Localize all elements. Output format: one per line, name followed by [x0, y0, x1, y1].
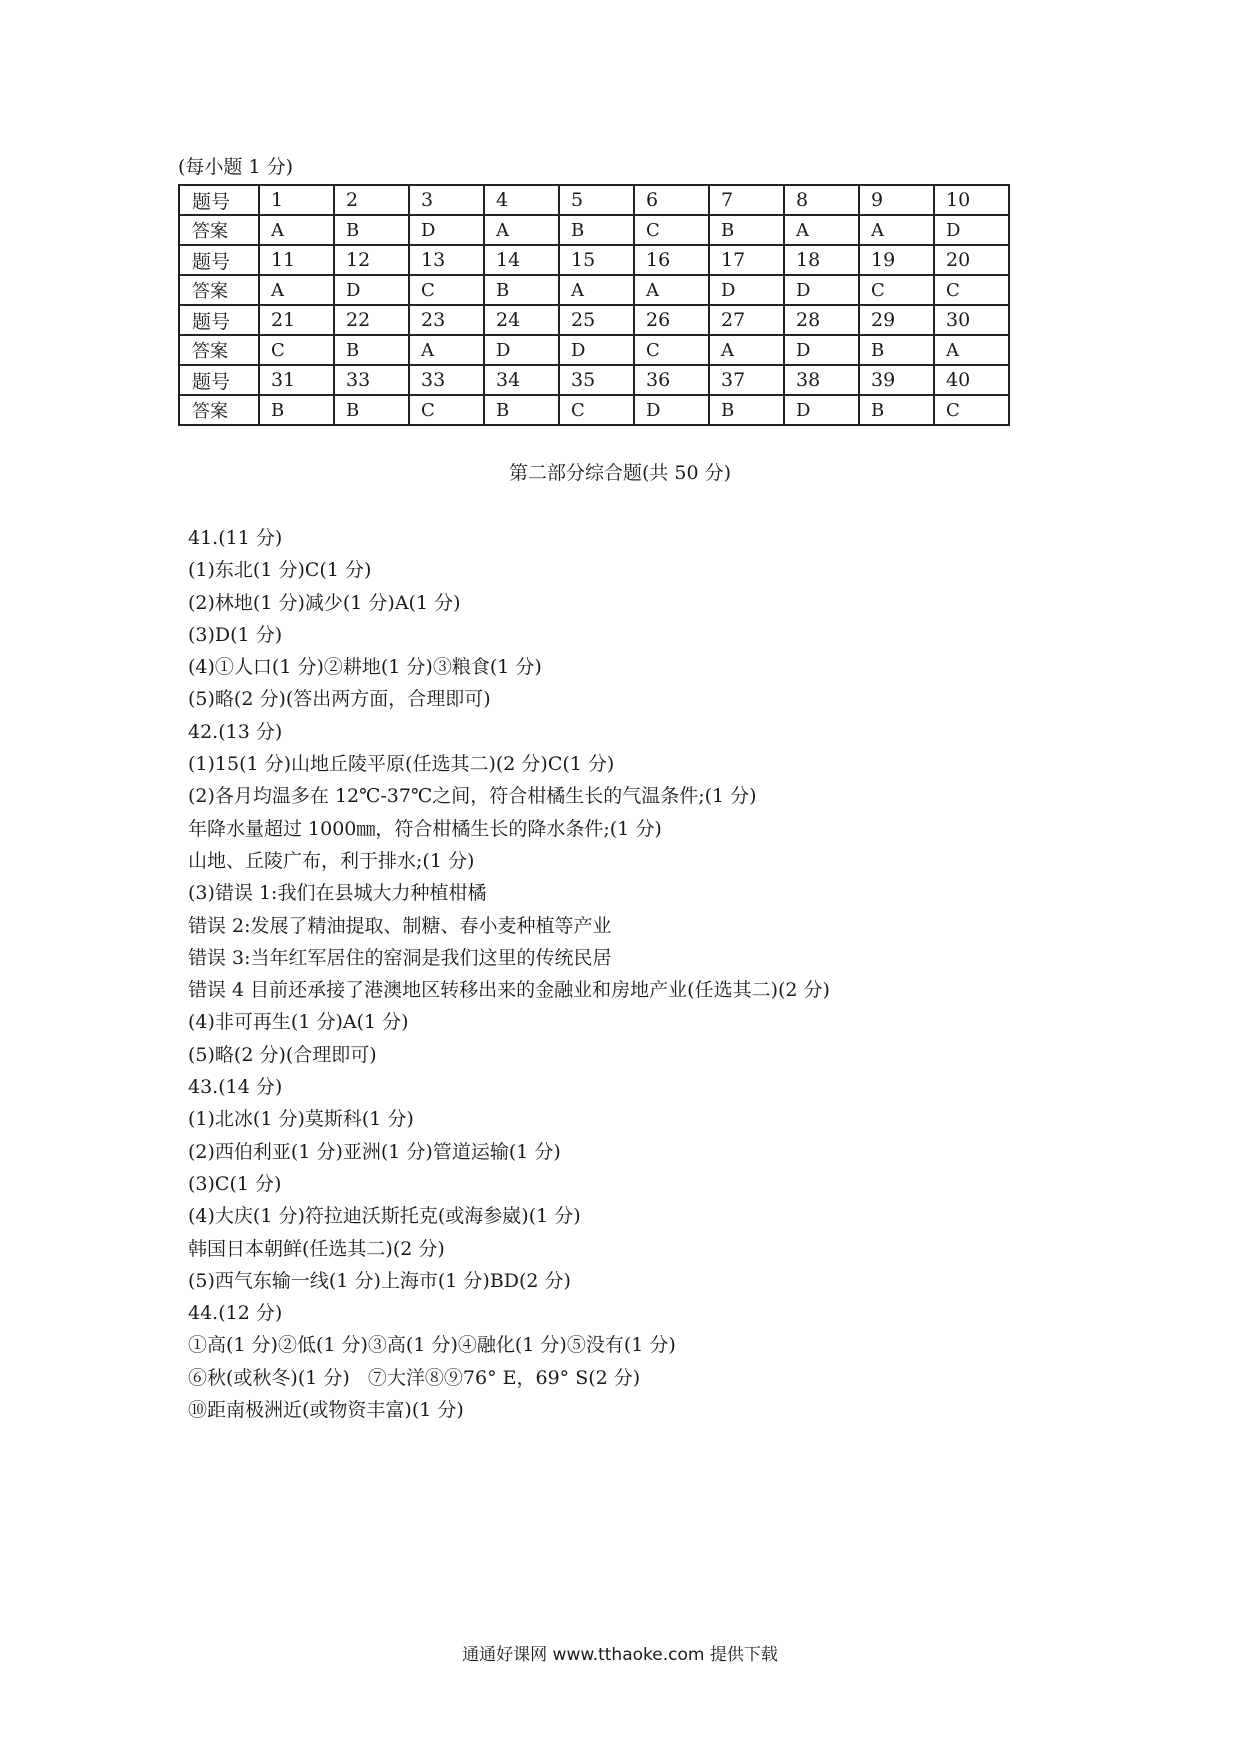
table-cell: 1 — [259, 185, 334, 215]
table-cell: D — [934, 215, 1009, 245]
table-row — [179, 275, 1009, 305]
table-cell: A — [559, 275, 634, 305]
answer-line: (2)各月均温多在 12℃-37℃之间，符合柑橘生长的气温条件;(1 分) — [188, 785, 757, 808]
answer-line: 韩国日本朝鲜(任选其二)(2 分) — [188, 1237, 445, 1260]
answer-line: (4)大庆(1 分)符拉迪沃斯托克(或海参崴)(1 分) — [188, 1205, 581, 1228]
table-cell: 27 — [709, 305, 784, 335]
row-header: 题号 — [179, 245, 259, 275]
scoring-note: (每小题 1 分) — [178, 156, 293, 178]
table-cell: 37 — [709, 365, 784, 395]
table-cell: B — [859, 335, 934, 365]
answer-line: (2)林地(1 分)减少(1 分)A(1 分) — [188, 591, 461, 614]
answer-line: 44.(12 分) — [188, 1302, 283, 1325]
table-cell: 35 — [559, 365, 634, 395]
table-cell: C — [934, 275, 1009, 305]
table-cell: 21 — [259, 305, 334, 335]
table-cell: B — [334, 215, 409, 245]
table-row — [179, 245, 1009, 275]
answer-line: (1)北冰(1 分)莫斯科(1 分) — [188, 1108, 414, 1131]
table-cell: 5 — [559, 185, 634, 215]
answer-line: ①高(1 分)②低(1 分)③高(1 分)④融化(1 分)⑤没有(1 分) — [188, 1334, 676, 1357]
table-cell: 30 — [934, 305, 1009, 335]
table-cell: C — [559, 395, 634, 425]
table-cell: 29 — [859, 305, 934, 335]
row-header: 题号 — [179, 365, 259, 395]
table-cell: 33 — [409, 365, 484, 395]
table-cell: D — [634, 395, 709, 425]
table-row — [179, 215, 1009, 245]
answer-line: (3)C(1 分) — [188, 1172, 282, 1195]
table-cell: D — [709, 275, 784, 305]
table-cell: 28 — [784, 305, 859, 335]
table-cell: D — [334, 275, 409, 305]
answer-key-table — [178, 184, 1010, 426]
answer-line: (2)西伯利亚(1 分)亚洲(1 分)管道运输(1 分) — [188, 1140, 561, 1163]
table-cell: 24 — [484, 305, 559, 335]
table-cell: B — [859, 395, 934, 425]
table-cell: B — [484, 395, 559, 425]
table-cell: 33 — [334, 365, 409, 395]
answer-line: (3)错误 1:我们在县城大力种植柑橘 — [188, 882, 487, 905]
answer-line: (5)略(2 分)(答出两方面，合理即可) — [188, 688, 491, 711]
table-cell: B — [559, 215, 634, 245]
section-title — [0, 458, 1240, 485]
table-cell: 7 — [709, 185, 784, 215]
table-cell: 20 — [934, 245, 1009, 275]
answer-line: 错误 3:当年红军居住的窑洞是我们这里的传统民居 — [188, 946, 612, 969]
answer-line: 41.(11 分) — [188, 527, 283, 549]
table-cell: 16 — [634, 245, 709, 275]
answer-line: ⑥秋(或秋冬)(1 分) ⑦大洋⑧⑨76° E，69° S(2 分) — [188, 1366, 641, 1389]
table-cell: 19 — [859, 245, 934, 275]
answer-line: (4)非可再生(1 分)A(1 分) — [188, 1011, 409, 1034]
answer-line: (5)西气东输一线(1 分)上海市(1 分)BD(2 分) — [188, 1269, 571, 1292]
table-cell: 34 — [484, 365, 559, 395]
table-cell: A — [859, 215, 934, 245]
answer-line: 年降水量超过 1000㎜，符合柑橘生长的降水条件;(1 分) — [188, 817, 662, 840]
table-cell: 38 — [784, 365, 859, 395]
table-cell: 22 — [334, 305, 409, 335]
answer-line: 错误 2:发展了精油提取、制糖、春小麦种植等产业 — [188, 914, 612, 937]
table-cell: C — [634, 215, 709, 245]
table-cell: 11 — [259, 245, 334, 275]
table-cell: 31 — [259, 365, 334, 395]
answer-line: (1)东北(1 分)C(1 分) — [188, 559, 372, 582]
answer-line: (1)15(1 分)山地丘陵平原(任选其二)(2 分)C(1 分) — [188, 753, 615, 776]
table-cell: A — [259, 275, 334, 305]
table-cell: C — [409, 275, 484, 305]
answer-line: 42.(13 分) — [188, 720, 283, 743]
table-cell: B — [709, 215, 784, 245]
answer-lines — [188, 522, 830, 1426]
table-cell: 4 — [484, 185, 559, 215]
table-cell: B — [334, 335, 409, 365]
section-title-text: 第二部分综合题(共 50 分) — [508, 462, 732, 484]
table-cell: B — [709, 395, 784, 425]
table-cell: A — [709, 335, 784, 365]
table-cell: D — [484, 335, 559, 365]
table-cell: A — [934, 335, 1009, 365]
table-row — [179, 185, 1009, 215]
table-cell: B — [334, 395, 409, 425]
table-cell: D — [559, 335, 634, 365]
answer-line: 错误 4 目前还承接了港澳地区转移出来的金融业和房地产业(任选其二)(2 分) — [188, 979, 830, 1002]
table-cell: D — [784, 395, 859, 425]
answer-line: (5)略(2 分)(合理即可) — [188, 1043, 377, 1066]
table-cell: C — [634, 335, 709, 365]
table-cell: D — [784, 335, 859, 365]
row-header: 题号 — [179, 185, 259, 215]
table-cell: B — [484, 275, 559, 305]
table-cell: A — [484, 215, 559, 245]
answer-line: ⑩距南极洲近(或物资丰富)(1 分) — [188, 1399, 464, 1422]
table-cell: C — [859, 275, 934, 305]
table-cell: 3 — [409, 185, 484, 215]
table-cell: D — [409, 215, 484, 245]
answer-line: (4)①人口(1 分)②耕地(1 分)③粮食(1 分) — [188, 656, 542, 679]
table-cell: 10 — [934, 185, 1009, 215]
table-cell: C — [409, 395, 484, 425]
answer-line: 山地、丘陵广布，利于排水;(1 分) — [188, 849, 475, 872]
table-cell: 9 — [859, 185, 934, 215]
table-cell: 36 — [634, 365, 709, 395]
table-cell: A — [784, 215, 859, 245]
table-cell: 15 — [559, 245, 634, 275]
row-header: 答案 — [179, 395, 259, 425]
table-cell: 2 — [334, 185, 409, 215]
table-cell: 14 — [484, 245, 559, 275]
table-cell: A — [634, 275, 709, 305]
table-row — [179, 335, 1009, 365]
table-cell: 23 — [409, 305, 484, 335]
row-header: 答案 — [179, 215, 259, 245]
table-cell: 17 — [709, 245, 784, 275]
table-row — [179, 305, 1009, 335]
table-cell: 13 — [409, 245, 484, 275]
table-cell: 12 — [334, 245, 409, 275]
table-cell: B — [259, 395, 334, 425]
table-cell: A — [259, 215, 334, 245]
table-cell: 25 — [559, 305, 634, 335]
table-cell: 18 — [784, 245, 859, 275]
footer-credit: 通通好课网 www.tthaoke.com 提供下载 — [462, 1645, 778, 1665]
table-cell: D — [784, 275, 859, 305]
table-cell: C — [259, 335, 334, 365]
row-header: 答案 — [179, 335, 259, 365]
table-row — [179, 365, 1009, 395]
answer-line: (3)D(1 分) — [188, 623, 283, 646]
table-cell: 26 — [634, 305, 709, 335]
row-header: 题号 — [179, 305, 259, 335]
table-cell: 40 — [934, 365, 1009, 395]
table-cell: C — [934, 395, 1009, 425]
table-cell: A — [409, 335, 484, 365]
table-row — [179, 395, 1009, 425]
table-cell: 39 — [859, 365, 934, 395]
table-cell: 8 — [784, 185, 859, 215]
table-cell: 6 — [634, 185, 709, 215]
answer-line: 43.(14 分) — [188, 1076, 283, 1099]
row-header: 答案 — [179, 275, 259, 305]
